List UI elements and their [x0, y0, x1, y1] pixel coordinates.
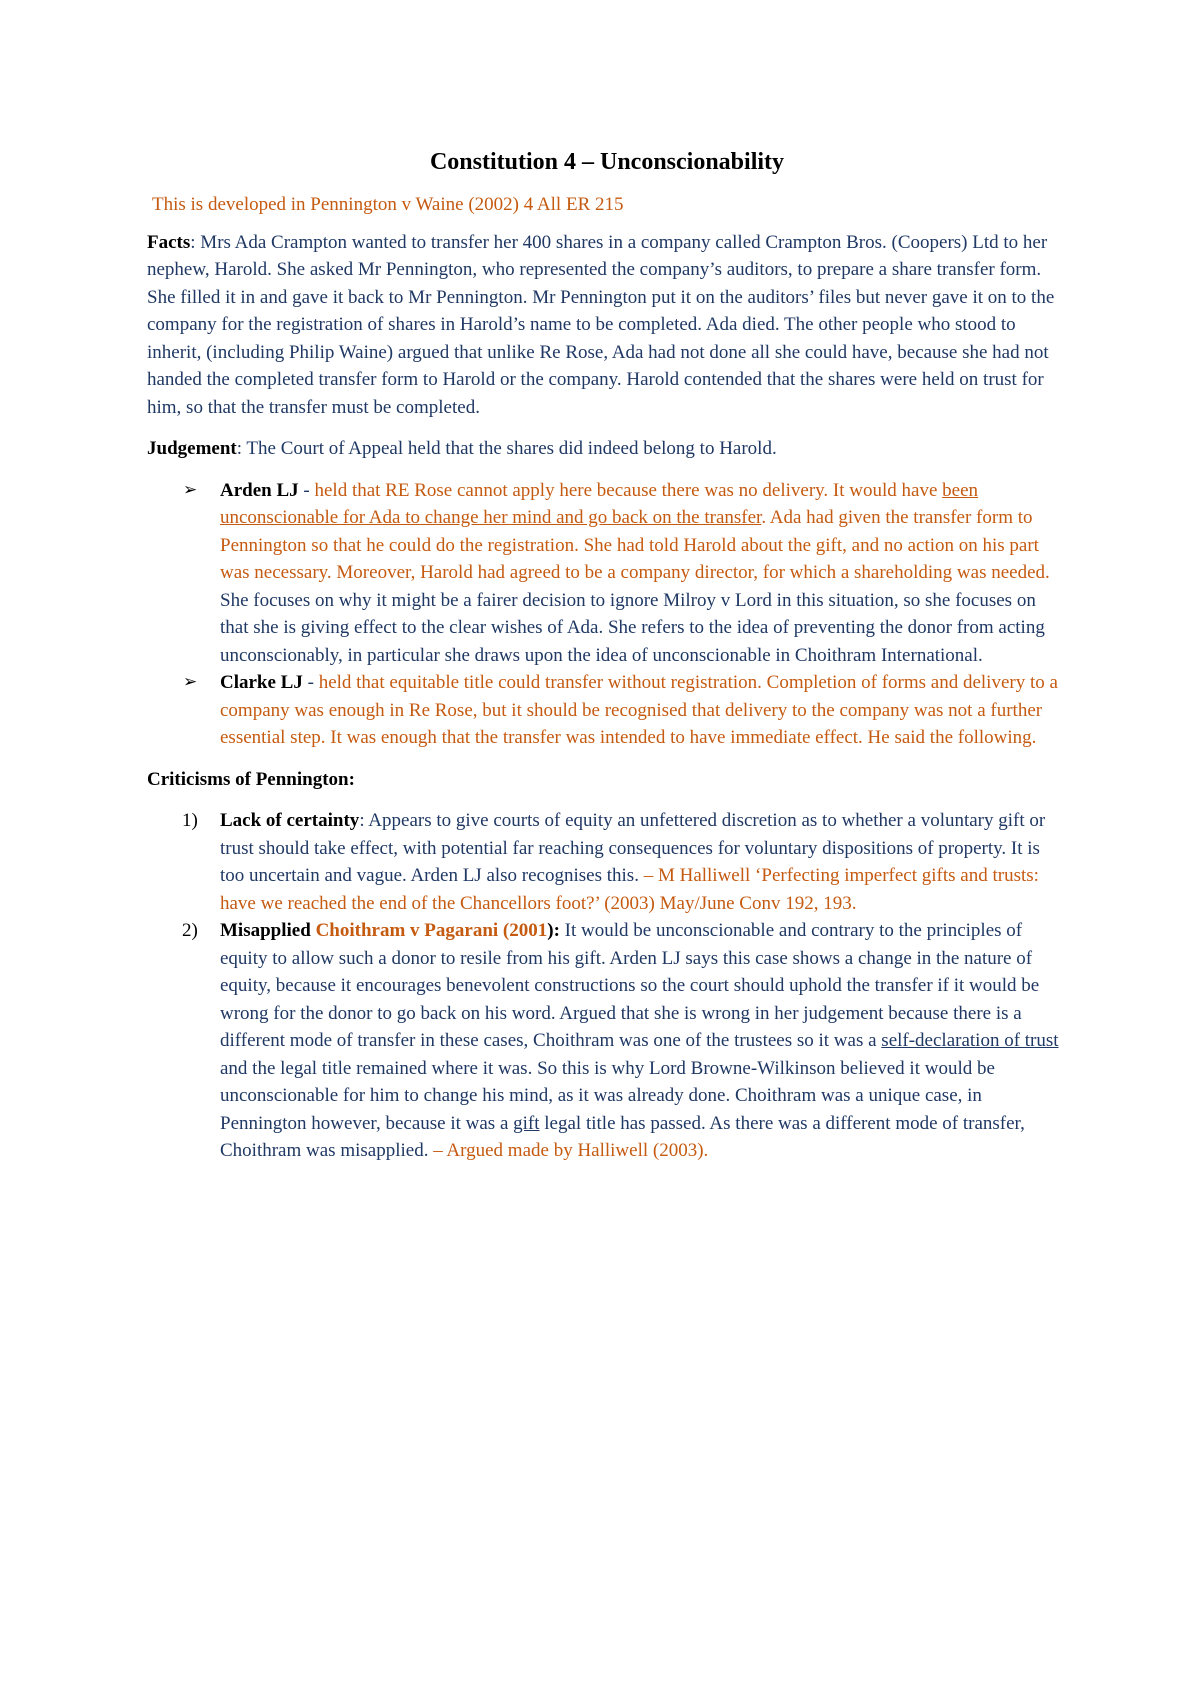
arrow-bullet-icon: ➢: [183, 479, 198, 500]
intro-line: This is developed in Pennington v Waine (2002) 4 All ER 215: [152, 194, 624, 215]
judgement-paragraph: [147, 435, 1067, 463]
underlined-term: self-declaration of trust: [881, 1030, 1059, 1051]
judge-dash: -: [302, 672, 319, 693]
judge-extra: She focuses on why it might be a fairer decision to ignore Milroy v Lord in this situation, so she focuses on that she is giving effect to the clear wishes of Ada. She refers to the idea of preventing the donor from acting unconscionably, in particular she draws upon the idea of unconscionable in Choithram International.: [220, 589, 1045, 666]
criticism-label: Lack of certainty: [220, 810, 360, 831]
case-reference: Choithram v Pagarani (2001: [315, 920, 548, 941]
list-item: [147, 477, 1067, 670]
judgement-text: : The Court of Appeal held that the shares did indeed belong to Harold.: [236, 438, 777, 459]
list-item: [147, 807, 1067, 917]
criticism-citation: – Argued made by Halliwell (2003).: [433, 1140, 709, 1161]
facts-paragraph: [147, 229, 1067, 422]
judgement-label: Judgement: [147, 438, 237, 459]
arrow-bullet-icon: ➢: [183, 672, 198, 692]
document-page: [147, 145, 1067, 1165]
document-title: Constitution 4 – Unconscionability: [429, 149, 785, 175]
item-number: 1): [182, 810, 198, 831]
judges-list: [147, 477, 1067, 752]
criticisms-list: [147, 807, 1067, 1165]
criticism-text: : Appears to give courts of equity an unfettered discretion as to whether a voluntary gift or trust should take effect, with potential far reaching consequences for voluntary dispositions of property. It is too uncertain and vague. Arden LJ also recognises this.: [220, 810, 1046, 886]
criticism-label-end: ):: [547, 920, 560, 941]
facts-label: Facts: [147, 231, 191, 253]
list-item: [147, 669, 1067, 752]
criticism-label: Misapplied: [220, 920, 316, 941]
judge-text-cont: . Ada had given the transfer form to Pennington so that he could do the registration. She had told Harold about the gift, and no action on his part was necessary. Moreover, Harold had agreed to be a company director, for which a shareholding was needed.: [220, 507, 1050, 583]
facts-text: : Mrs Ada Crampton wanted to transfer her 400 shares in a company called Crampton Bros. (Coopers) Ltd to her nephew, Harold. She asked Mr Pennington, who represented the company’s auditors, to prepare a share transfer form. She filled it in and gave it back to Mr Pennington. Mr Pennington put it on the auditors’ files but never gave it on to the company for the registration of shares in Harold’s name to be completed. Ada died. The other people who stood to inherit, (including Philip Waine) argued that unlike Re Rose, Ada had not done all she could have, because she had not handed the completed transfer form to Harold or the company. Harold contended that the shares were held on trust for him, so that the transfer must be completed.: [147, 231, 1055, 418]
judge-name: Clarke LJ: [220, 672, 303, 693]
criticism-citation: – M Halliwell ‘Perfecting imperfect gifts and trusts: have we reached the end of the Chancellors foot?’ (2003) May/June Conv 192, 193.: [220, 865, 1039, 914]
criticism-text-end: legal title has passed. As there was a different mode of transfer, Choithram was misapplied.: [220, 1112, 1025, 1161]
judge-text: held that equitable title could transfer without registration. Completion of forms and delivery to a company was enough in Re Rose, but it should be recognised that delivery to the company was not a further essential step. It was enough that the transfer was intended to have immediate effect. He said the following.: [220, 672, 1058, 748]
judge-text-underlined: been unconscionable for Ada to change her mind and go back on the transfer: [220, 479, 979, 528]
judge-text: held that RE Rose cannot apply here because there was no delivery. It would have: [314, 479, 943, 501]
judge-name: Arden LJ: [220, 479, 299, 501]
judge-dash: -: [298, 479, 315, 501]
criticisms-heading: Criticisms of Pennington:: [147, 768, 355, 790]
item-number: 2): [182, 920, 198, 941]
underlined-term: gift: [513, 1112, 540, 1134]
list-item: [147, 917, 1067, 1165]
criticism-text: It would be unconscionable and contrary to the principles of equity to allow such a donor to resile from his gift. Arden LJ says this case shows a change in the nature of equity, because it encourages benevolent constructions so the court should uphold the transfer if it would be wrong for the donor to go back on his word. Argued that she is wrong in her judgement because there is a different mode of transfer in these cases, Choithram was one of the trustees so it was a: [220, 920, 1040, 1051]
criticism-text-cont: and the legal title remained where it was. So this is why Lord Browne-Wilkinson believed it would be unconscionable for him to change his mind, as it was already done. Choithram was a unique case, in Pennington however, because it was a: [220, 1057, 995, 1134]
